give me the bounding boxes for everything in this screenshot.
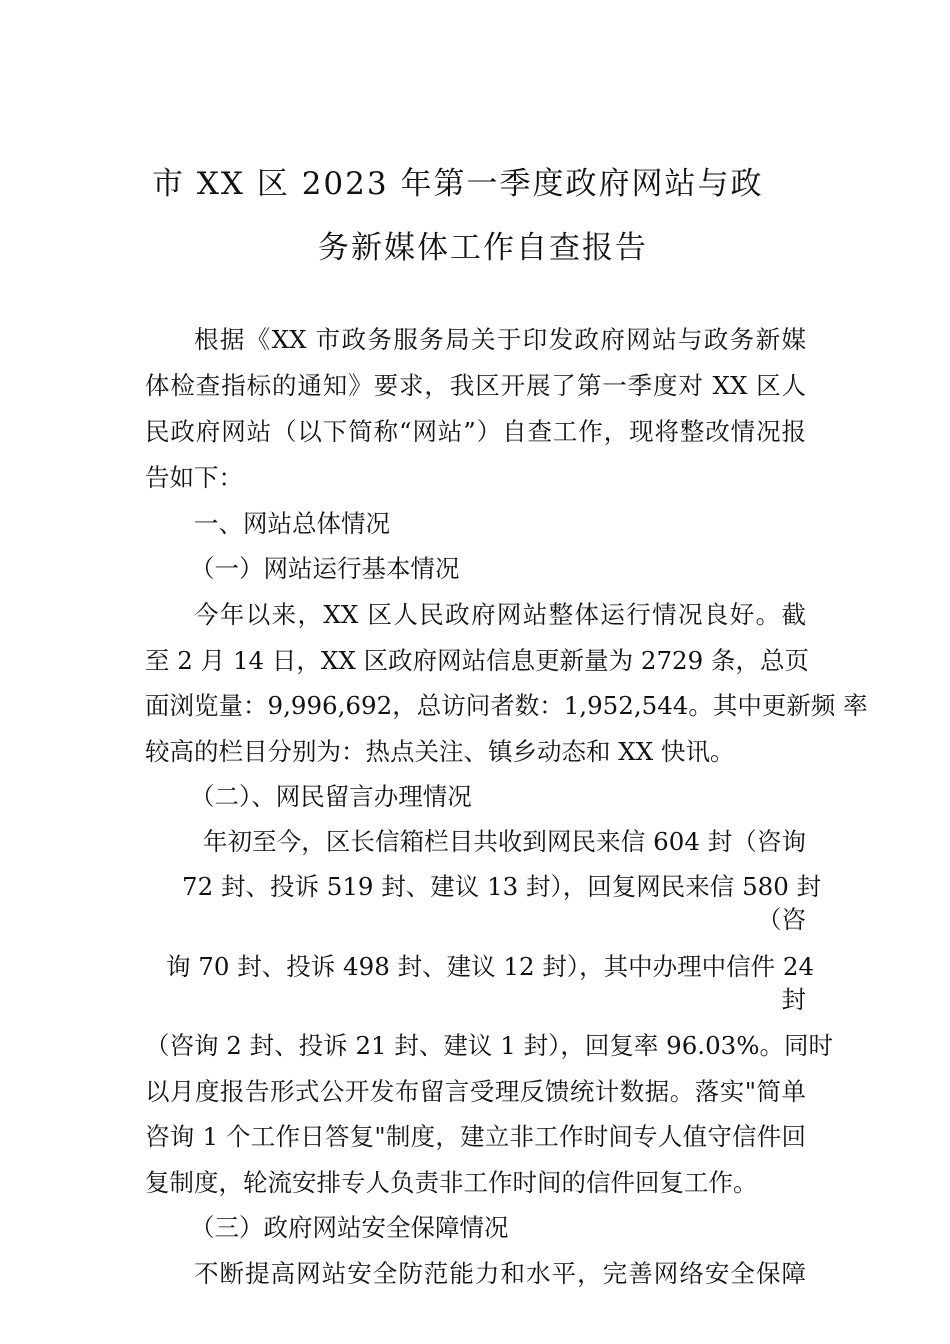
subsection-heading: （二）、网民留言办理情况 xyxy=(190,782,472,811)
paragraph-line: 咨询 1 个工作日答复"制度，建立非工作时间专人值守信件回 xyxy=(145,1122,806,1151)
intro-line: 告如下： xyxy=(145,463,243,492)
paragraph-line: 以月度报告形式公开发布留言受理反馈统计数据。落实"简单 xyxy=(145,1077,806,1106)
paragraph-line: 面浏览量：9,996,692，总访问者数：1,952,544。其中更新频 率 xyxy=(145,691,868,720)
paragraph-line: 封 xyxy=(781,985,806,1014)
paragraph-line: 较高的栏目分别为：热点关注、镇乡动态和 XX 快讯。 xyxy=(145,737,735,766)
document-title-line-2: 务新媒体工作自查报告 xyxy=(318,230,648,266)
paragraph-line: （咨询 2 封、投诉 21 封、建议 1 封），回复率 96.03%。同时 xyxy=(145,1031,834,1060)
paragraph-line: 今年以来，XX 区人民政府网站整体运行情况良好。截 xyxy=(194,600,806,629)
paragraph-line: 至 2 月 14 日，XX 区政府网站信息更新量为 2729 条，总页 xyxy=(145,646,810,675)
document-title-line-1: 市 XX 区 2023 年第一季度政府网站与政 xyxy=(152,166,764,202)
paragraph-line: 复制度，轮流安排专人负责非工作时间的信件回复工作。 xyxy=(145,1168,758,1197)
section-heading: 一、网站总体情况 xyxy=(194,509,390,538)
intro-line: 体检查指标的通知》要求，我区开展了第一季度对 XX 区人 xyxy=(145,371,806,400)
subsection-heading: （三）政府网站安全保障情况 xyxy=(190,1213,509,1242)
subsection-heading: （一）网站运行基本情况 xyxy=(190,554,460,583)
paragraph-line: 不断提高网站安全防范能力和水平，完善网络安全保障 xyxy=(194,1259,806,1288)
intro-line: 根据《XX 市政务服务局关于印发政府网站与政务新媒 xyxy=(194,325,806,354)
paragraph-line: 72 封、投诉 519 封、建议 13 封），回复网民来信 580 封 xyxy=(182,872,822,901)
paragraph-line: 年初至今，区长信箱栏目共收到网民来信 604 封（咨询 xyxy=(203,827,806,856)
intro-line: 民政府网站（以下简称“网站”）自查工作，现将整改情况报 xyxy=(145,417,806,446)
paragraph-line: 询 70 封、投诉 498 封、建议 12 封），其中办理中信件 24 xyxy=(166,952,815,981)
paragraph-line: （咨 xyxy=(757,905,806,934)
